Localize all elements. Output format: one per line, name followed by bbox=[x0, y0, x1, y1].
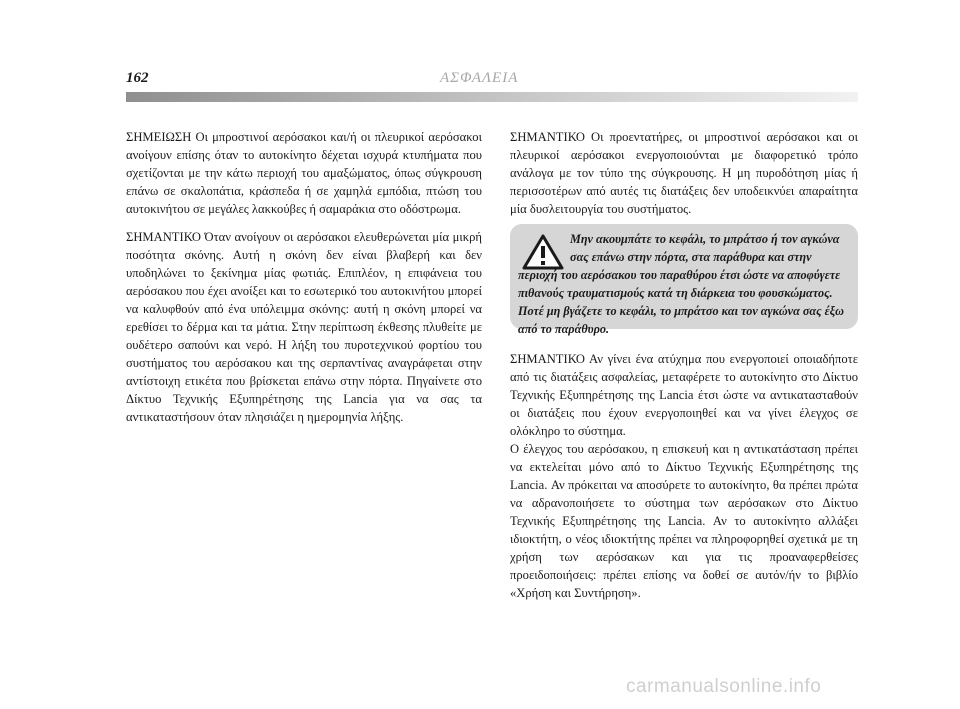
important-dust-paragraph: ΣΗΜΑΝΤΙΚΟ Όταν ανοίγουν οι αερόσακοι ελευθερώνεται μία μικρή ποσότητα σκόνης. Αυτή η σκόνη δεν είναι βλαβερή και δεν υποδηλώνει το ξεκίνημα μίας φωτιάς. Επιπλέον, η επιφάνεια του αερόσακου που έχει ανοίξει και το εσωτερικό του αυτοκινήτου μπορεί να καλυφθούν από ένα υπόλειμμα σκόνης: αυτή η σκόνη μπορεί να ερεθίσει το δέρμα και τα μάτια. Στην περίπτωση έκθεσης πλυθείτε με ουδέτερο σαπούνι και νερό. Η λήξη του πυροτεχνικού φορτίου του συστήματος του αερόσακου και της σερπαντίνας αναγράφεται στην αντίστοιχη ετικέτα που βρίσκεται επάνω στην πόρτα. Πηγαίνετε στο Δίκτυο Τεχνικής Εξυπηρέτησης της Lancia για να σας τα αντικαταστήσουν όταν πλησιάζει η ημερομηνία λήξης. bbox=[126, 230, 482, 424]
warning-text: Μην ακουμπάτε το κεφάλι, το μπράτσο ή τον αγκώνα σας επάνω στην πόρτα, στα παράθυρα και στην περιοχή του αερόσακου του παραθύρου έτσι ώστε να αποφύγετε πιθανούς τραυματισμούς κατά τη διάρκεια του φουσκώματος. Ποτέ μη βγάζετε το κεφάλι, το μπράτσο και τον αγκώνα σας έξω από το παράθυρο. bbox=[518, 232, 844, 336]
page-number: 162 bbox=[126, 70, 149, 86]
airbag-service-paragraph: Ο έλεγχος του αερόσακου, η επισκευή και η αντικατάσταση πρέπει να εκτελείται μόνο από το Δίκτυο Τεχνικής Εξυπηρέτησης της Lancia. Αν πρόκειται να αποσύρετε το αυτοκίνητο, θα πρέπει πρώτα να αδρανοποιήσετε το σύστημα των αερόσακων στο Δίκτυο Τεχνικής Εξυπηρέτησης της Lancia. Αν το αυτοκίνητο αλλάξει ιδιοκτήτη, ο νέος ιδιοκτήτης πρέπει να πληροφορηθεί σχετικά με τη χρήση των αερόσακων και για τις προαναφερθείσες προειδοποιήσεις: πρέπει επίσης να δοθεί σε αυτόν/ήν το βιβλίο «Χρήση και Συντήρηση». bbox=[510, 442, 858, 600]
watermark: carmanualsonline.info bbox=[626, 676, 822, 697]
section-title: ΑΣΦΑΛΕΙΑ bbox=[440, 70, 519, 86]
note-paragraph: ΣΗΜΕΙΩΣΗ Οι μπροστινοί αερόσακοι και/ή οι πλευρικοί αερόσακοι ανοίγουν επίσης όταν το αυτοκίνητο δέχεται ισχυρά κτυπήματα που σχετίζονται με την κάτω περιοχή του αμαξώματος, όπως σύγκρουση επάνω σε σκαλοπάτια, κράσπεδα ή σε χαμηλά εμπόδια, πτώση του αυτοκινήτου σε μεγάλες λακκούβες ή σαμαράκια στο οδόστρωμα. bbox=[126, 130, 482, 216]
right-column-bottom bbox=[510, 350, 858, 612]
warning-box bbox=[510, 224, 858, 336]
right-column-top bbox=[510, 128, 858, 228]
left-column bbox=[126, 128, 482, 436]
important-pretensioners-paragraph: ΣΗΜΑΝΤΙΚΟ Οι προεντατήρες, οι μπροστινοί αερόσακοι και οι πλευρικοί αερόσακοι ενεργοποιούνται με διαφορετικό τρόπο ανάλογα με τον τύπο της σύγκρουσης. Η μη πυροδότηση μίας ή περισσοτέρων από αυτές τις διατάξεις δεν υποδεικνύει απαραίτητα μία δυσλειτουργία του συστήματος. bbox=[510, 130, 858, 216]
page-header bbox=[126, 70, 858, 96]
important-accident-paragraph: ΣΗΜΑΝΤΙΚΟ Αν γίνει ένα ατύχημα που ενεργοποιεί οποιαδήποτε από τις διατάξεις ασφαλείας, μεταφέρετε το αυτοκίνητο στο Δίκτυο Τεχνικής Εξυπηρέτησης της Lancia έτσι ώστε να αντικατασταθούν οι διατάξεις που έχουν ενεργοποιηθεί και να γίνει έλεγχος σε ολόκληρο το σύστημα. bbox=[510, 352, 858, 438]
header-rule bbox=[126, 92, 858, 102]
